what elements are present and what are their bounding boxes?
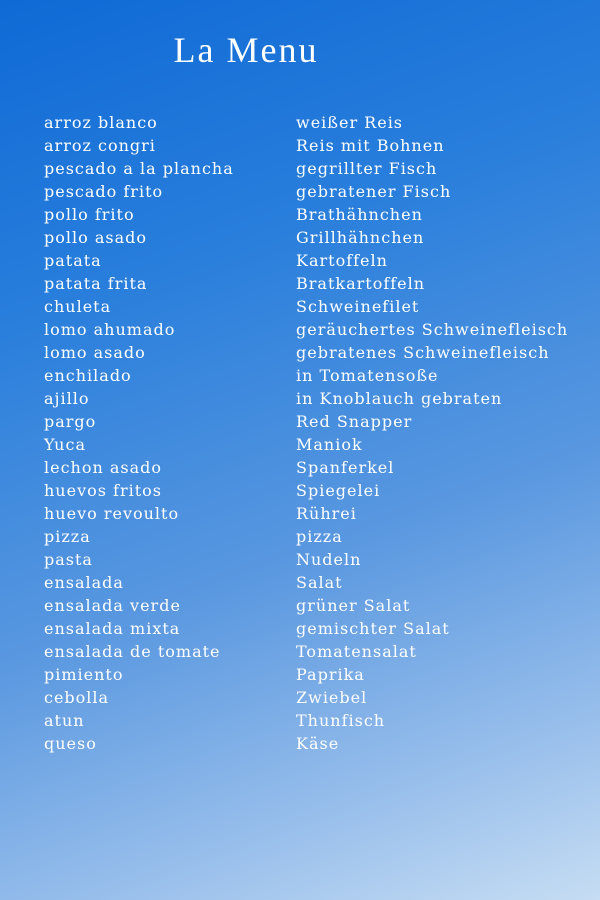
german-dish-name: Tomatensalat bbox=[296, 642, 417, 661]
spanish-dish-name: pescado frito bbox=[44, 182, 164, 201]
menu-list bbox=[44, 111, 584, 755]
german-dish-name: Zwiebel bbox=[296, 688, 368, 707]
german-dish-name: Rührei bbox=[296, 504, 357, 523]
menu-row bbox=[44, 456, 584, 479]
german-dish-name: Thunfisch bbox=[296, 711, 386, 730]
menu-row bbox=[44, 203, 584, 226]
german-dish-name: in Knoblauch gebraten bbox=[296, 389, 503, 408]
menu-row bbox=[44, 272, 584, 295]
german-dish-name: Käse bbox=[296, 734, 340, 753]
german-dish-name: gemischter Salat bbox=[296, 619, 450, 638]
german-dish-name: Maniok bbox=[296, 435, 363, 454]
menu-row bbox=[44, 640, 584, 663]
german-dish-name: Spanferkel bbox=[296, 458, 395, 477]
german-dish-name: Bratkartoffeln bbox=[296, 274, 426, 293]
menu-row bbox=[44, 732, 584, 755]
menu-row bbox=[44, 709, 584, 732]
german-dish-name: Reis mit Bohnen bbox=[296, 136, 445, 155]
menu-row bbox=[44, 663, 584, 686]
spanish-dish-name: huevo revoulto bbox=[44, 504, 180, 523]
spanish-dish-name: pimiento bbox=[44, 665, 124, 684]
spanish-dish-name: Yuca bbox=[44, 435, 86, 454]
menu-row bbox=[44, 410, 584, 433]
spanish-dish-name: ensalada bbox=[44, 573, 124, 592]
menu-row bbox=[44, 433, 584, 456]
menu-row bbox=[44, 686, 584, 709]
menu-row bbox=[44, 594, 584, 617]
german-dish-name: in Tomatensoße bbox=[296, 366, 439, 385]
spanish-dish-name: patata frita bbox=[44, 274, 148, 293]
german-dish-name: Red Snapper bbox=[296, 412, 413, 431]
menu-row bbox=[44, 502, 584, 525]
spanish-dish-name: ensalada de tomate bbox=[44, 642, 221, 661]
german-dish-name: Schweinefilet bbox=[296, 297, 420, 316]
menu-row bbox=[44, 387, 584, 410]
german-dish-name: weißer Reis bbox=[296, 113, 404, 132]
german-dish-name: Brathähnchen bbox=[296, 205, 423, 224]
spanish-dish-name: pargo bbox=[44, 412, 97, 431]
german-dish-name: Grillhähnchen bbox=[296, 228, 425, 247]
german-dish-name: Kartoffeln bbox=[296, 251, 388, 270]
menu-row bbox=[44, 571, 584, 594]
spanish-dish-name: ensalada mixta bbox=[44, 619, 181, 638]
spanish-dish-name: chuleta bbox=[44, 297, 112, 316]
menu-row bbox=[44, 525, 584, 548]
menu-row bbox=[44, 341, 584, 364]
menu-row bbox=[44, 134, 584, 157]
spanish-dish-name: pizza bbox=[44, 527, 91, 546]
spanish-dish-name: pescado a la plancha bbox=[44, 159, 234, 178]
menu-row bbox=[44, 318, 584, 341]
spanish-dish-name: lechon asado bbox=[44, 458, 163, 477]
german-dish-name: gegrillter Fisch bbox=[296, 159, 438, 178]
german-dish-name: geräuchertes Schweinefleisch bbox=[296, 320, 569, 339]
spanish-dish-name: enchilado bbox=[44, 366, 132, 385]
menu-row bbox=[44, 226, 584, 249]
spanish-dish-name: arroz blanco bbox=[44, 113, 158, 132]
german-dish-name: pizza bbox=[296, 527, 343, 546]
spanish-dish-name: patata bbox=[44, 251, 102, 270]
menu-row bbox=[44, 111, 584, 134]
menu-row bbox=[44, 180, 584, 203]
german-dish-name: Nudeln bbox=[296, 550, 362, 569]
menu-row bbox=[44, 249, 584, 272]
menu-row bbox=[44, 295, 584, 318]
page-title: La Menu bbox=[173, 30, 319, 70]
menu-row bbox=[44, 548, 584, 571]
menu-row bbox=[44, 617, 584, 640]
german-dish-name: Salat bbox=[296, 573, 343, 592]
german-dish-name: Paprika bbox=[296, 665, 365, 684]
spanish-dish-name: atun bbox=[44, 711, 85, 730]
menu-row bbox=[44, 364, 584, 387]
spanish-dish-name: pasta bbox=[44, 550, 93, 569]
menu-row bbox=[44, 479, 584, 502]
spanish-dish-name: arroz congri bbox=[44, 136, 156, 155]
spanish-dish-name: queso bbox=[44, 734, 97, 753]
spanish-dish-name: ensalada verde bbox=[44, 596, 181, 615]
spanish-dish-name: lomo asado bbox=[44, 343, 146, 362]
spanish-dish-name: huevos fritos bbox=[44, 481, 163, 500]
german-dish-name: Spiegelei bbox=[296, 481, 381, 500]
spanish-dish-name: lomo ahumado bbox=[44, 320, 176, 339]
menu-row bbox=[44, 157, 584, 180]
german-dish-name: gebratenes Schweinefleisch bbox=[296, 343, 550, 362]
german-dish-name: grüner Salat bbox=[296, 596, 411, 615]
spanish-dish-name: ajillo bbox=[44, 389, 90, 408]
german-dish-name: gebratener Fisch bbox=[296, 182, 452, 201]
spanish-dish-name: pollo asado bbox=[44, 228, 147, 247]
spanish-dish-name: cebolla bbox=[44, 688, 110, 707]
spanish-dish-name: pollo frito bbox=[44, 205, 135, 224]
